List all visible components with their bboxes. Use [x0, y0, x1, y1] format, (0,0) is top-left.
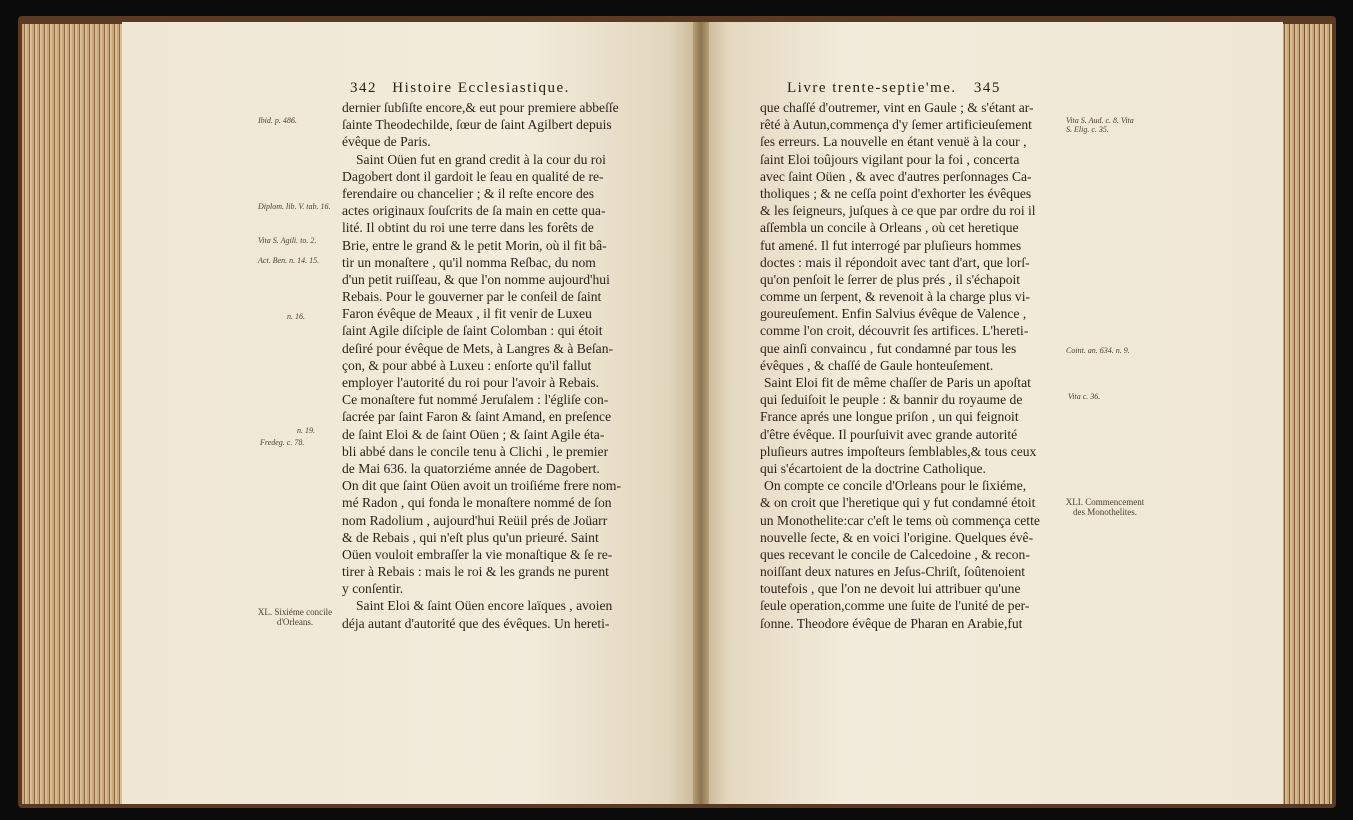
- book-gutter: [693, 22, 709, 804]
- text-line: tir un monaſtere , qu'il nomma Reſbac, du nom: [342, 254, 596, 270]
- margin-note: n. 16.: [287, 312, 305, 321]
- margin-note-section-xli: XLI. Commencement des Monothelites.: [1065, 497, 1145, 517]
- text-line: Saint Eloi & ſaint Oüen encore laïques , avoien: [356, 598, 613, 614]
- left-running-title: Histoire Ecclesiastique.: [392, 80, 570, 96]
- text-line: tholiques ; & ne ceſſa point d'exhorter les évêques: [760, 185, 1032, 201]
- text-line: France aprés une longue priſon , un qui feignoit: [760, 409, 1019, 425]
- text-line: dernier ſubſiſte encore,& eut pour premiere abbeſſe: [342, 100, 619, 115]
- text-line: Saint Oüen fut en grand credit à la cour du roi: [356, 151, 606, 167]
- left-page-header: [350, 80, 570, 97]
- text-line: que chaſſé d'outremer, vint en Gaule ; & s'étant ar-: [760, 100, 1034, 115]
- text-line: qu'on penſoit le ſerrer de plus prés , il s'échapoit: [760, 271, 1021, 287]
- right-page-header: [787, 80, 1001, 97]
- text-line: ſaint Eloi toûjours vigilant pour la foi , concerta: [760, 151, 1020, 167]
- text-line: qui ſeduiſoit le peuple : & bannir du royaume de: [760, 392, 1023, 408]
- text-line: d'être évêque. Il pourſuivit avec grande autorité: [760, 426, 1018, 442]
- text-line: toutefois , que l'on ne devoit lui attribuer qu'une: [760, 581, 1021, 597]
- text-line: mé Radon , qui fonda le monaſtere nommé de ſon: [342, 495, 612, 511]
- text-line: doctes : mais il répondoit avec tant d'art, que lorſ-: [760, 254, 1030, 270]
- text-line: Saint Eloi fit de même chaſſer de Paris un apoſtat: [764, 375, 1031, 390]
- margin-note: Act. Ben. n. 14. 15.: [258, 256, 320, 265]
- text-line: pluſieurs autres impoſteurs ſemblables,& tous ceux: [760, 443, 1037, 459]
- right-page-edges: [1282, 24, 1332, 804]
- margin-note: Vita c. 36.: [1068, 392, 1101, 401]
- text-line: évêques , & chaſſé de Gaule honteuſement.: [760, 357, 994, 373]
- text-line: ſainte Theodechilde, ſœur de ſaint Agilbert depuis: [342, 117, 612, 133]
- text-line: que ainſi convaincu , fut condamné par tous les: [760, 340, 1017, 356]
- text-line: nom Radolium , aujourd'hui Reüil prés de Joüarr: [342, 512, 608, 528]
- text-line: On dit que ſaint Oüen avoit un troiſiéme frere nom-: [342, 478, 621, 494]
- text-line: y conſentir.: [342, 581, 404, 597]
- margin-note: n. 19.: [297, 426, 315, 435]
- text-line: avec ſaint Oüen , & avec d'autres perſonnages Ca-: [760, 168, 1032, 184]
- left-page-number: 342: [350, 80, 377, 96]
- margin-note: Diplom. lib. V. tab. 16.: [258, 202, 331, 211]
- left-page-text: [342, 99, 670, 632]
- right-page-number: 345: [973, 80, 1001, 96]
- text-line: qui s'écartoient de la doctrine Catholique.: [760, 460, 986, 476]
- text-line: déja autant d'autorité que des évêques. Un hereti-: [342, 615, 610, 631]
- text-line: On compte ce concile d'Orleans pour le ſixiéme,: [764, 478, 1027, 494]
- text-line: & de Rebais , qui n'eſt plus qu'un prieuré. Saint: [342, 529, 599, 545]
- text-line: lité. Il obtint du roi une terre dans les forêts de: [342, 220, 594, 236]
- right-running-title: Livre trente-septie'me.: [787, 80, 957, 96]
- margin-note: Vita S. Aud. c. 8. Vita S. Elig. c. 35.: [1066, 116, 1134, 134]
- text-line: Faron évêque de Meaux , il fit venir de Luxeu: [342, 306, 592, 322]
- text-line: & les ſeigneurs, juſques à ce que par ordre du roi il: [760, 203, 1036, 219]
- text-line: bli abbé dans le concile tenu à Clichi , le premier: [342, 443, 609, 459]
- text-line: fut amené. Il fut interrogé par pluſieurs hommes: [760, 237, 1022, 253]
- text-line: comme un ſerpent, & revenoit à la charge plus vi-: [760, 289, 1031, 305]
- text-line: évêque de Paris.: [342, 134, 431, 150]
- margin-note: Ibid. p. 486.: [258, 116, 297, 125]
- text-line: Dagobert dont il gardoit le ſeau en qualité de re-: [342, 168, 604, 184]
- margin-note: Coint. an. 634. n. 9.: [1066, 346, 1130, 355]
- text-line: ſaint Agile diſciple de ſaint Colomban : qui étoit: [342, 323, 603, 339]
- text-line: Ce monaſtere fut nommé Jeruſalem : l'égliſe con-: [342, 392, 609, 408]
- text-line: rêté à Autun,commença d'y ſemer artificieuſement: [760, 117, 1032, 133]
- text-line: tirer à Rebais : mais le roi & les grands ne purent: [342, 564, 609, 580]
- text-line: aſſembla un concile à Orleans , où cet heretique: [760, 220, 1019, 236]
- left-page-edges: [22, 24, 122, 804]
- text-line: goureuſement. Enfin Salvius évêque de Valence ,: [760, 306, 1027, 322]
- text-line: & on croit que l'heretique qui y fut condamné étoit: [760, 495, 1036, 511]
- text-line: d'un petit ruiſſeau, & que l'on nomme aujourd'hui: [342, 271, 610, 287]
- text-line: Brie, entre le grand & le petit Morin, où il fit bâ-: [342, 237, 607, 253]
- text-line: ſonne. Theodore évêque de Pharan en Arabie,fut: [760, 615, 1023, 631]
- text-line: ques recevant le concile de Calcedoine , & recon-: [760, 546, 1030, 562]
- text-line: deſiré pour évêque de Mets, à Langres & à Beſan-: [342, 340, 614, 356]
- margin-note: Vita S. Agili. to. 2.: [258, 236, 317, 245]
- text-line: ſacrée par ſaint Faron & ſaint Amand, en preſence: [342, 409, 612, 425]
- margin-note-section-xl: XL. Sixiéme concile d'Orleans.: [257, 607, 333, 627]
- text-line: ferendaire ou chancelier ; & il reſte encore des: [342, 185, 595, 201]
- text-line: de ſaint Eloi & de ſaint Oüen ; & ſaint Agile éta-: [342, 426, 605, 442]
- right-page-text: [760, 99, 1060, 632]
- text-line: nouvelle ſecte, & en voici l'origine. Quelques évê-: [760, 529, 1034, 545]
- margin-note: Fredeg. c. 78.: [260, 438, 305, 447]
- text-line: Oüen vouloit embraſſer la vie monaſtique & ſe re-: [342, 546, 613, 562]
- text-line: employer l'autorité du roi pour l'avoir à Rebais.: [342, 375, 600, 390]
- text-line: ſes erreurs. La nouvelle en étant venuë à la cour ,: [760, 134, 1027, 150]
- text-line: Rebais. Pour le gouverner par le conſeil de ſaint: [342, 289, 602, 305]
- text-line: de Mai 636. la quatorziéme année de Dagobert.: [342, 460, 600, 476]
- text-line: actes originaux ſouſcrits de ſa main en cette qua-: [342, 203, 606, 219]
- text-line: ſeule operation,comme une ſuite de l'unité de per-: [760, 598, 1030, 614]
- text-line: un Monothelite:car c'eſt le tems où commença cette: [760, 512, 1040, 528]
- text-line: comme l'on croit, découvrit ſes artifices. L'hereti-: [760, 323, 1029, 339]
- text-line: çon, & pour abbé à Luxeu : enſorte qu'il fallut: [342, 357, 592, 373]
- text-line: noiſſant deux natures en Jeſus-Chriſt, ſoûtenoient: [760, 564, 1026, 580]
